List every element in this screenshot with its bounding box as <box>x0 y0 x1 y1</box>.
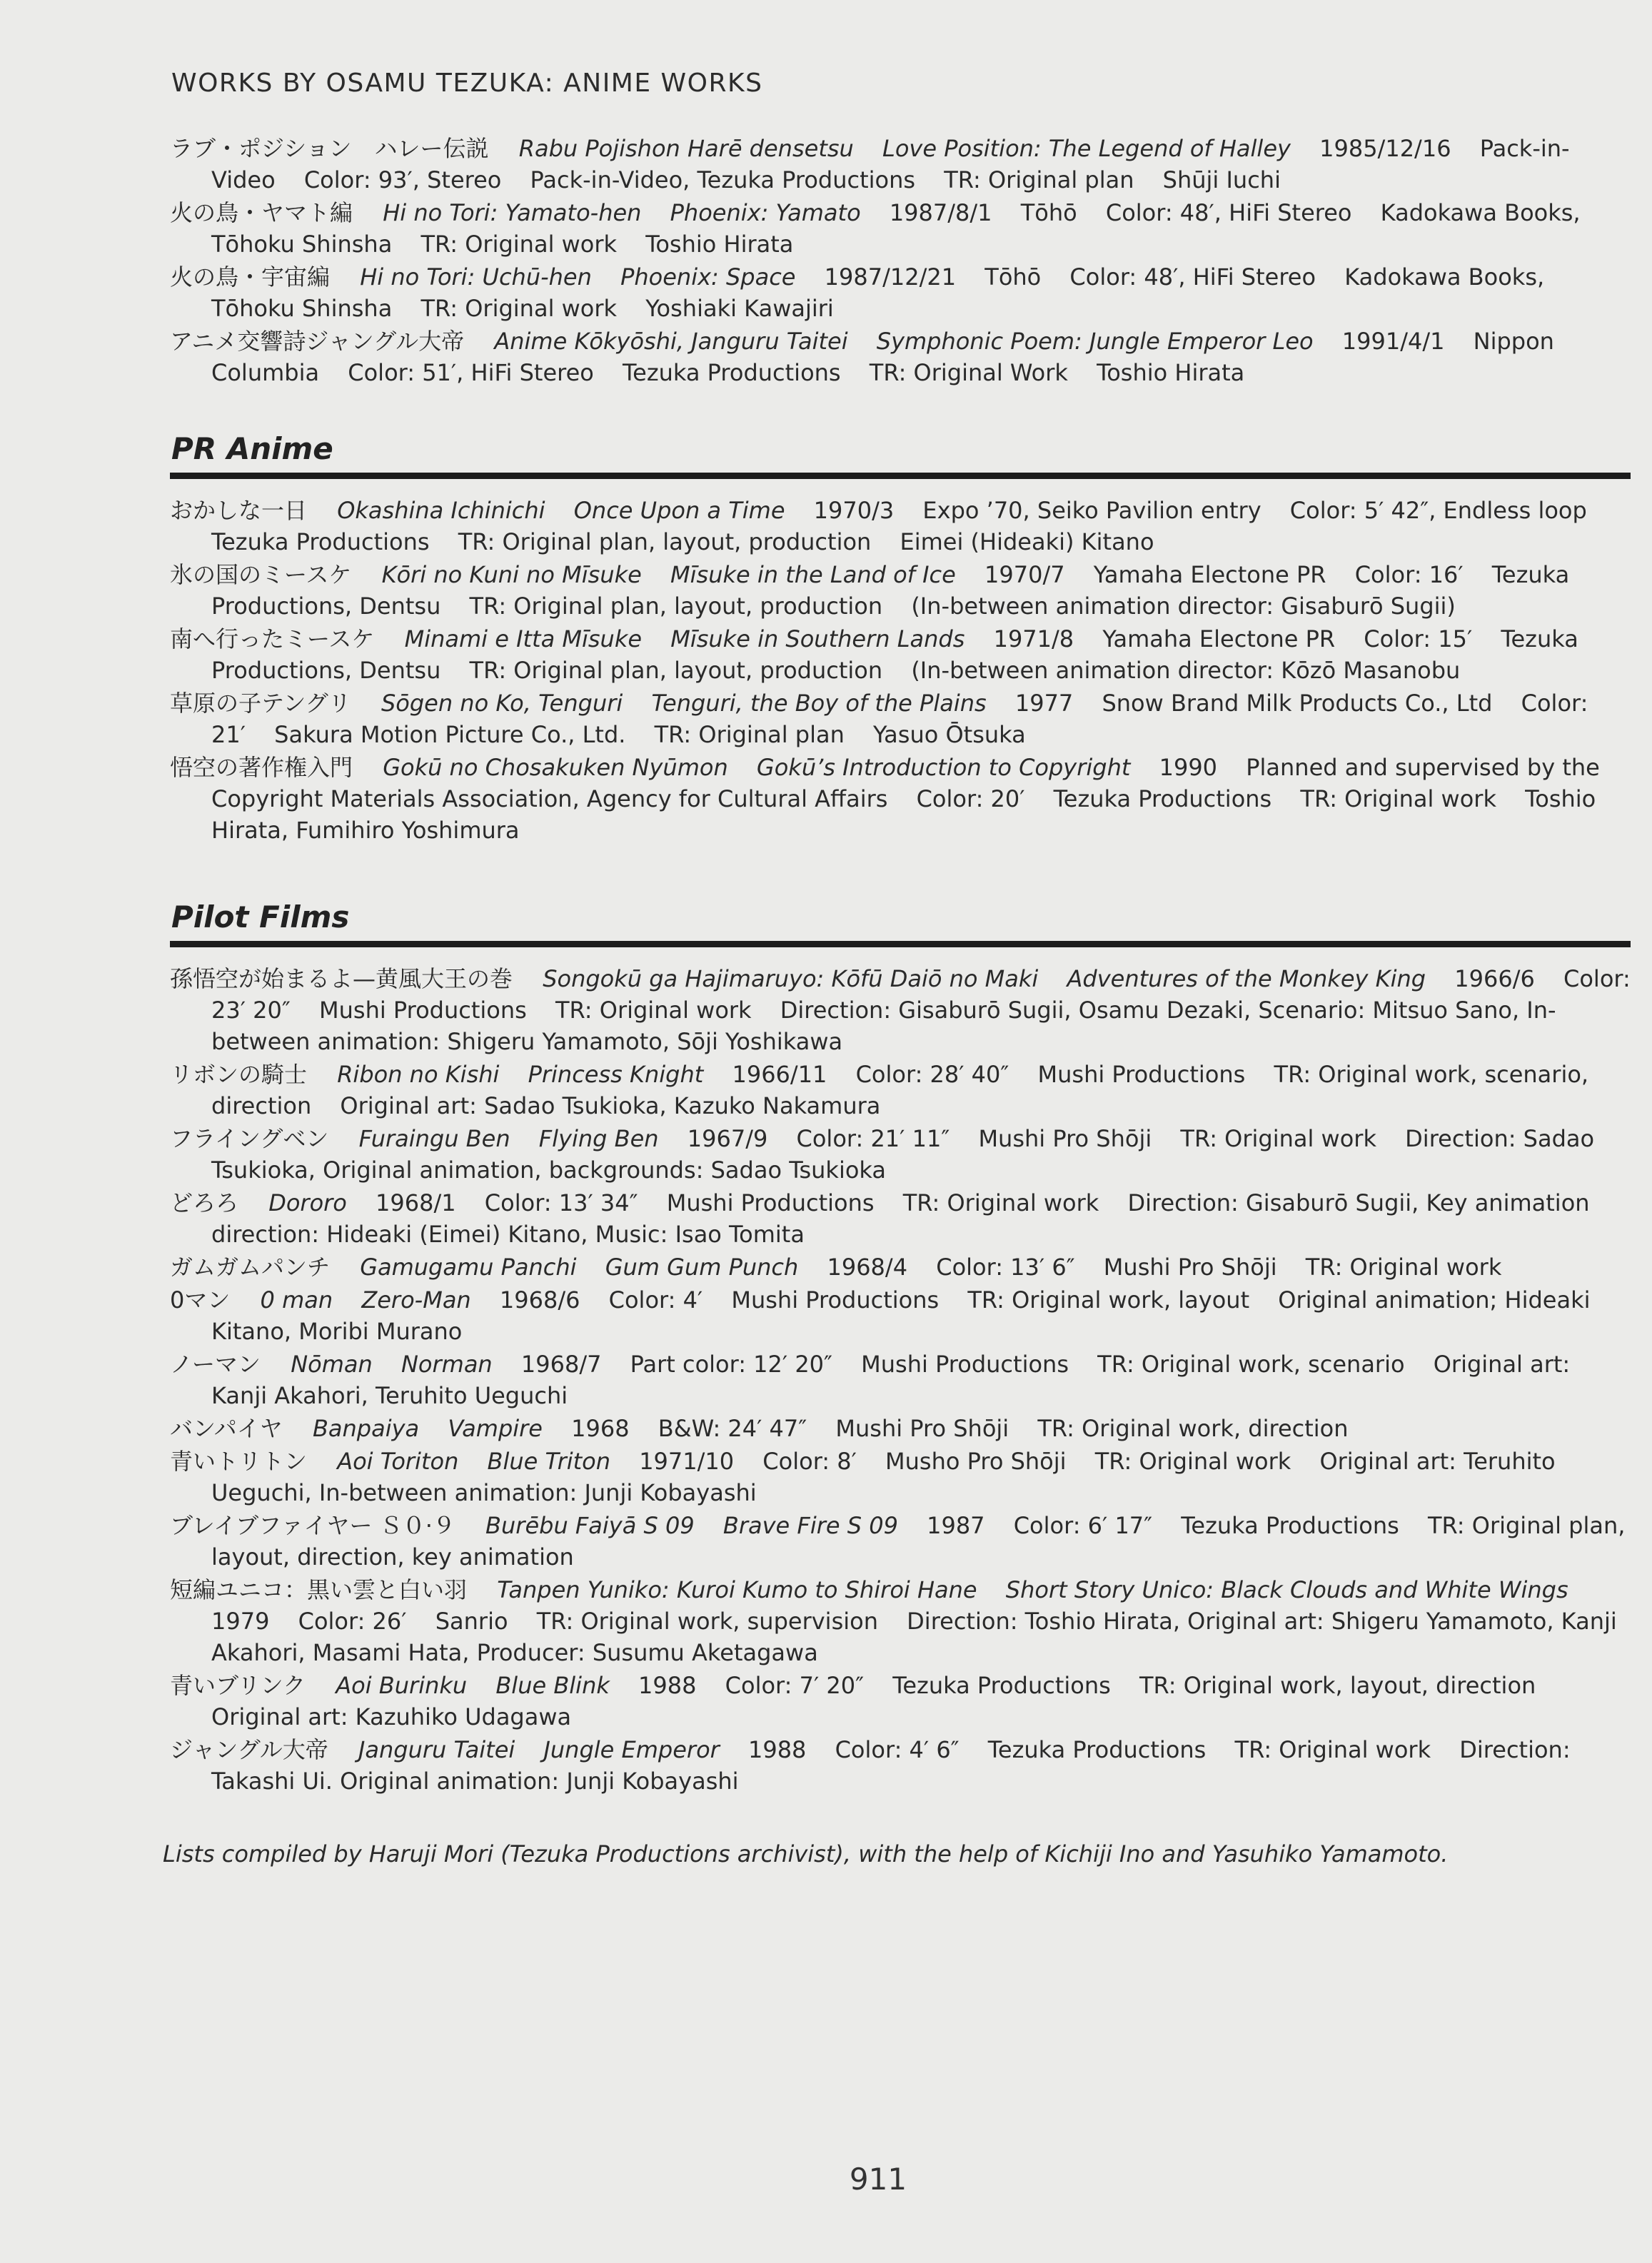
romanized-title: Songokū ga Hajimaruyo: Kōfū Daiō no Maki <box>543 965 1039 993</box>
english-title: Vampire <box>448 1415 543 1443</box>
english-title: Gum Gum Punch <box>605 1254 799 1281</box>
entry-detail: Color: 51′, HiFi Stereo <box>348 359 594 386</box>
entry-detail: Color: 21′ 11″ <box>796 1125 950 1153</box>
entry-detail: Color: 26′ <box>298 1608 407 1635</box>
entry-detail: Sanrio <box>435 1608 508 1635</box>
entry-detail: Tezuka Productions <box>892 1672 1111 1700</box>
japanese-title: おかしな一日 <box>170 497 308 525</box>
japanese-title: 悟空の著作権入門 <box>170 754 353 782</box>
entry-detail: Expo ’70, Seiko Pavilion entry <box>922 497 1261 525</box>
entry-detail: 1979 <box>211 1608 270 1635</box>
entry-detail: Mushi Productions <box>861 1351 1069 1379</box>
entry-detail: 1970/3 <box>813 497 895 525</box>
section-rule <box>170 941 1631 947</box>
entry-detail: Color: 48′, HiFi Stereo <box>1069 263 1316 291</box>
entry-detail: Direction: Sadao Tsukioka, Original animation, backgrounds: Sadao Tsukioka <box>211 1125 1595 1184</box>
japanese-title: アニメ交響詩ジャングル大帝 <box>170 328 465 355</box>
entry-detail: Color: 20′ <box>916 785 1025 813</box>
filmography-entry <box>170 261 1631 324</box>
japanese-title: 氷の国のミースケ <box>170 561 352 589</box>
entry-detail: TR: Original plan <box>654 721 845 749</box>
romanized-title: Minami e Itta Mīsuke <box>404 625 643 653</box>
entry-detail: TR: Original work <box>1234 1736 1431 1764</box>
entry-detail: Snow Brand Milk Products Co., Ltd <box>1102 690 1493 717</box>
entry-detail: TR: Original plan, layout, direction, key animation <box>211 1512 1626 1571</box>
entry-detail: TR: Original work <box>555 997 752 1024</box>
entry-detail: Toshio Hirata, Fumihiro Yoshimura <box>211 785 1596 845</box>
entry-detail: 1968/7 <box>520 1351 602 1379</box>
entry-detail: 1971/10 <box>639 1448 735 1476</box>
romanized-title: Nōman <box>291 1351 373 1379</box>
filmography-entry <box>170 1446 1631 1508</box>
filmography-entry <box>170 1123 1631 1186</box>
japanese-title: バンパイヤ <box>170 1415 283 1443</box>
entry-detail: Original art: Sadao Tsukioka, Kazuko Nakamura <box>340 1092 881 1120</box>
entry-detail: Color: 4′ 6″ <box>835 1736 960 1764</box>
entry-detail: TR: Original work <box>420 295 618 322</box>
section-rule <box>170 473 1631 479</box>
section-heading-pr-anime: PR Anime <box>171 431 333 466</box>
filmography-entry <box>170 1251 1631 1283</box>
entry-detail: 1971/8 <box>993 625 1074 653</box>
entry-detail: Mushi Pro Shōji <box>835 1415 1009 1443</box>
entry-detail: 1968 <box>571 1415 630 1443</box>
entry-detail: Original art: Kazuhiko Udagawa <box>211 1703 572 1731</box>
entry-detail: TR: Original work <box>420 231 618 258</box>
romanized-title: Banpaiya <box>312 1415 420 1443</box>
entry-detail: (In-between animation director: Gisaburō Sugii) <box>911 593 1456 620</box>
entry-detail: Pack-in-Video, Tezuka Productions <box>530 166 916 193</box>
romanized-title: Kōri no Kuni no Mīsuke <box>381 561 642 589</box>
running-head: WORKS BY OSAMU TEZUKA: ANIME WORKS <box>171 69 763 98</box>
japanese-title: 火の鳥・ヤマト編 <box>170 199 353 226</box>
filmography-entry <box>170 1574 1631 1668</box>
entry-detail: Original art: Teruhito Ueguchi, In-between animation: Junji Kobayashi <box>211 1448 1556 1507</box>
japanese-title: ガムガムパンチ <box>170 1254 331 1281</box>
entry-detail: 1988 <box>747 1736 807 1764</box>
entry-detail: Tezuka Productions, Dentsu <box>211 561 1570 620</box>
entry-detail: TR: Original work, scenario <box>1097 1351 1405 1379</box>
entry-detail: Original animation; Hideaki Kitano, Moribi Murano <box>211 1286 1591 1346</box>
pilot-films-section <box>170 901 1631 1798</box>
entry-detail: 1985/12/16 <box>1319 135 1451 162</box>
pr-anime-list <box>170 495 1631 846</box>
entry-detail: TR: Original work <box>1180 1125 1376 1153</box>
entry-detail: 1977 <box>1014 690 1074 717</box>
entry-detail: Tezuka Productions, Dentsu <box>211 625 1578 685</box>
filmography-entry <box>170 623 1631 686</box>
romanized-title: 0 man <box>260 1286 333 1314</box>
entry-detail: Mushi Pro Shōji <box>1103 1254 1277 1281</box>
romanized-title: Anime Kōkyōshi, Janguru Taitei <box>494 328 848 355</box>
compilation-credit: Lists compiled by Haruji Mori (Tezuka Productions archivist), with the help of Kichiji Ino and Yasuhiko Yamamoto. <box>163 1840 1449 1868</box>
entry-detail: TR: Original work <box>902 1189 1099 1217</box>
english-title: Short Story Unico: Black Clouds and White Wings <box>1005 1576 1568 1604</box>
entry-detail: Planned and supervised by the Copyright Materials Association, Agency for Cultural Affairs <box>211 754 1600 813</box>
entry-detail: B&W: 24′ 47″ <box>658 1415 807 1443</box>
entry-detail: Color: 7′ 20″ <box>725 1672 865 1700</box>
english-title: Phoenix: Yamato <box>670 199 861 226</box>
entry-detail: TR: Original plan, layout, production <box>469 593 883 620</box>
entry-detail: TR: Original plan, layout, production <box>458 528 872 556</box>
filmography-entry <box>170 687 1631 750</box>
entry-detail: Mushi Productions <box>731 1286 940 1314</box>
filmography-entry <box>170 1059 1631 1122</box>
entry-detail: Original art: Kanji Akahori, Teruhito Ueguchi <box>211 1351 1571 1410</box>
entry-detail: Musho Pro Shōji <box>885 1448 1067 1476</box>
english-title: Flying Ben <box>538 1125 659 1153</box>
filmography-entry <box>170 1670 1631 1733</box>
entry-detail: Eimei (Hideaki) Kitano <box>900 528 1154 556</box>
entry-detail: (In-between animation director: Kōzō Masanobu <box>911 657 1461 685</box>
english-title: Blue Blink <box>495 1672 610 1700</box>
entry-detail: 1987/8/1 <box>889 199 992 226</box>
english-title: Gokū’s Introduction to Copyright <box>756 754 1131 782</box>
entry-detail: Pack-in-Video <box>211 135 1570 193</box>
entry-detail: Direction: Takashi Ui. Original animation: Junji Kobayashi <box>211 1736 1571 1795</box>
entry-detail: Sakura Motion Picture Co., Ltd. <box>274 721 626 749</box>
entry-detail: Toshio Hirata <box>645 231 794 258</box>
japanese-title: 0マン <box>170 1286 231 1314</box>
english-title: Mīsuke in the Land of Ice <box>670 561 956 589</box>
romanized-title: Hi no Tori: Uchū-hen <box>360 263 592 291</box>
romanized-title: Rabu Pojishon Harē densetsu <box>518 135 854 162</box>
entry-detail: 1966/11 <box>732 1061 827 1089</box>
entry-detail: TR: Original plan <box>944 166 1134 193</box>
japanese-title: どろろ <box>170 1189 239 1217</box>
entry-detail: 1968/6 <box>499 1286 580 1314</box>
filmography-entry <box>170 1349 1631 1411</box>
romanized-title: Furaingu Ben <box>358 1125 510 1153</box>
entry-detail: 1988 <box>638 1672 697 1700</box>
japanese-title: ノーマン <box>170 1351 261 1379</box>
entry-detail: Mushi Productions <box>666 1189 875 1217</box>
entry-detail: Color: 8′ <box>762 1448 857 1476</box>
english-title: Once Upon a Time <box>573 497 785 525</box>
english-title: Blue Triton <box>487 1448 611 1476</box>
filmography-entry <box>170 1284 1631 1347</box>
entry-detail: TR: Original work, layout <box>967 1286 1250 1314</box>
romanized-title: Gokū no Chosakuken Nyūmon <box>383 754 728 782</box>
english-title: Mīsuke in Southern Lands <box>670 625 965 653</box>
japanese-title: リボンの騎士 <box>170 1061 308 1089</box>
entry-detail: Direction: Toshio Hirata, Original art: Shigeru Yamamoto, Kanji Akahori, Masami Hata, Producer: Susumu Aketagawa <box>211 1608 1617 1667</box>
entry-detail: 1966/6 <box>1454 965 1535 993</box>
entry-detail: TR: Original Work <box>869 359 1068 386</box>
entry-detail: Tezuka Productions <box>987 1736 1207 1764</box>
romanized-title: Hi no Tori: Yamato-hen <box>383 199 642 226</box>
entry-detail: Yoshiaki Kawajiri <box>645 295 834 322</box>
entry-detail: Direction: Gisaburō Sugii, Key animation direction: Hideaki (Eimei) Kitano, Music: Isao Tomita <box>211 1189 1590 1249</box>
english-title: Princess Knight <box>528 1061 704 1089</box>
anime-works-list <box>170 133 1631 390</box>
pr-anime-section <box>170 433 1631 847</box>
romanized-title: Burēbu Faiyā S 09 <box>485 1512 695 1540</box>
entry-detail: Color: 93′, Stereo <box>303 166 502 193</box>
filmography-entry <box>170 559 1631 622</box>
entry-detail: Color: 4′ <box>608 1286 703 1314</box>
entry-detail: Color: 16′ <box>1354 561 1464 589</box>
romanized-title: Tanpen Yuniko: Kuroi Kumo to Shiroi Hane <box>497 1576 977 1604</box>
entry-detail: Shūji Iuchi <box>1162 166 1281 193</box>
entry-detail: TR: Original work <box>1300 785 1496 813</box>
entry-detail: Mushi Pro Shōji <box>978 1125 1152 1153</box>
japanese-title: 火の鳥・宇宙編 <box>170 263 331 291</box>
entry-detail: Part color: 12′ 20″ <box>630 1351 832 1379</box>
entry-detail: Tōhō <box>984 263 1042 291</box>
english-title: Tenguri, the Boy of the Plains <box>651 690 987 717</box>
entry-detail: 1991/4/1 <box>1341 328 1445 355</box>
japanese-title: 青いブリンク <box>170 1672 306 1700</box>
english-title: Phoenix: Space <box>620 263 796 291</box>
romanized-title: Gamugamu Panchi <box>360 1254 577 1281</box>
pilot-films-list <box>170 963 1631 1797</box>
page-number: 911 <box>849 2162 907 2197</box>
filmography-entry <box>170 1187 1631 1250</box>
romanized-title: Dororo <box>268 1189 347 1217</box>
japanese-title: 草原の子テングリ <box>170 690 351 717</box>
english-title: Brave Fire S 09 <box>722 1512 898 1540</box>
entry-detail: Color: 15′ <box>1364 625 1473 653</box>
english-title: Adventures of the Monkey King <box>1067 965 1426 993</box>
filmography-entry <box>170 752 1631 846</box>
entry-detail: Color: 48′, HiFi Stereo <box>1105 199 1352 226</box>
entry-detail: Direction: Gisaburō Sugii, Osamu Dezaki, Scenario: Mitsuo Sano, In-between animation: Shigeru Yamamoto, Sōji Yoshikawa <box>211 997 1556 1056</box>
entry-detail: TR: Original work <box>1305 1254 1502 1281</box>
entry-detail: 1987/12/21 <box>824 263 957 291</box>
section-heading-pilot-films: Pilot Films <box>171 899 350 934</box>
entry-detail: 1968/1 <box>376 1189 456 1217</box>
romanized-title: Aoi Toriton <box>337 1448 459 1476</box>
entry-detail: Tōhō <box>1020 199 1077 226</box>
entry-detail: Color: 13′ 6″ <box>936 1254 1075 1281</box>
entry-detail: 1968/4 <box>827 1254 908 1281</box>
entry-detail: TR: Original plan, layout, production <box>469 657 883 685</box>
entry-detail: Color: 5′ 42″, Endless loop <box>1289 497 1587 525</box>
english-title: Jungle Emperor <box>543 1736 720 1764</box>
entry-detail: TR: Original work, scenario, direction <box>211 1061 1589 1120</box>
filmography-entry <box>170 1510 1631 1573</box>
romanized-title: Janguru Taitei <box>358 1736 515 1764</box>
filmography-entry <box>170 963 1631 1057</box>
english-title: Zero-Man <box>361 1286 471 1314</box>
entry-detail: Yasuo Ōtsuka <box>873 721 1026 749</box>
entry-detail: Color: 28′ 40″ <box>855 1061 1009 1089</box>
english-title: Norman <box>401 1351 493 1379</box>
entry-detail: Color: 23′ 20″ <box>211 965 1631 1024</box>
english-title: Love Position: The Legend of Halley <box>882 135 1291 162</box>
romanized-title: Sōgen no Ko, Tenguri <box>381 690 623 717</box>
entry-detail: TR: Original work <box>1094 1448 1291 1476</box>
english-title: Symphonic Poem: Jungle Emperor Leo <box>876 328 1314 355</box>
entry-detail: TR: Original work, direction <box>1037 1415 1349 1443</box>
filmography-entry <box>170 1734 1631 1797</box>
romanized-title: Okashina Ichinichi <box>337 497 545 525</box>
filmography-entry <box>170 133 1631 196</box>
japanese-title: ラブ・ポジション ハレー伝説 <box>170 135 489 162</box>
entry-detail: Color: 6′ 17″ <box>1013 1512 1153 1540</box>
entry-detail: Tezuka Productions <box>1181 1512 1399 1540</box>
entry-detail: Kadokawa Books, Tōhoku Shinsha <box>211 263 1545 322</box>
entry-detail: 1990 <box>1159 754 1218 782</box>
japanese-title: 青いトリトン <box>170 1448 308 1476</box>
entry-detail: Yamaha Electone PR <box>1093 561 1326 589</box>
entry-detail: Kadokawa Books, Tōhoku Shinsha <box>211 199 1581 258</box>
filmography-entry <box>170 197 1631 260</box>
entry-detail: TR: Original work, supervision <box>536 1608 878 1635</box>
japanese-title: ブレイブファイヤー Ｓ０·９ <box>170 1512 455 1540</box>
entry-detail: Color: 13′ 34″ <box>484 1189 638 1217</box>
japanese-title: フライングベン <box>170 1125 329 1153</box>
entry-detail: Mushi Productions <box>319 997 527 1024</box>
entry-detail: 1970/7 <box>984 561 1065 589</box>
entry-detail: TR: Original work, layout, direction <box>1139 1672 1536 1700</box>
romanized-title: Ribon no Kishi <box>337 1061 500 1089</box>
entry-detail: Tezuka Productions <box>623 359 841 386</box>
entry-detail: Yamaha Electone PR <box>1102 625 1336 653</box>
filmography-entry <box>170 1413 1631 1444</box>
entry-detail: 1967/9 <box>687 1125 768 1153</box>
entry-detail: Toshio Hirata <box>1097 359 1245 386</box>
filmography-entry <box>170 495 1631 558</box>
entry-detail: 1987 <box>927 1512 985 1540</box>
japanese-title: ジャングル大帝 <box>170 1736 328 1764</box>
entry-detail: Nippon Columbia <box>211 328 1554 386</box>
romanized-title: Aoi Burinku <box>336 1672 468 1700</box>
entry-detail: Color: 21′ <box>211 690 1588 749</box>
filmography-entry <box>170 326 1631 388</box>
japanese-title: 短編ユニコ：黒い雲と白い羽 <box>170 1576 468 1604</box>
japanese-title: 孫悟空が始まるよ—黄風大王の巻 <box>170 965 513 993</box>
entry-detail: Tezuka Productions <box>211 528 430 556</box>
entry-detail: Mushi Productions <box>1037 1061 1246 1089</box>
entry-detail: Tezuka Productions <box>1053 785 1272 813</box>
japanese-title: 南へ行ったミースケ <box>170 625 375 653</box>
